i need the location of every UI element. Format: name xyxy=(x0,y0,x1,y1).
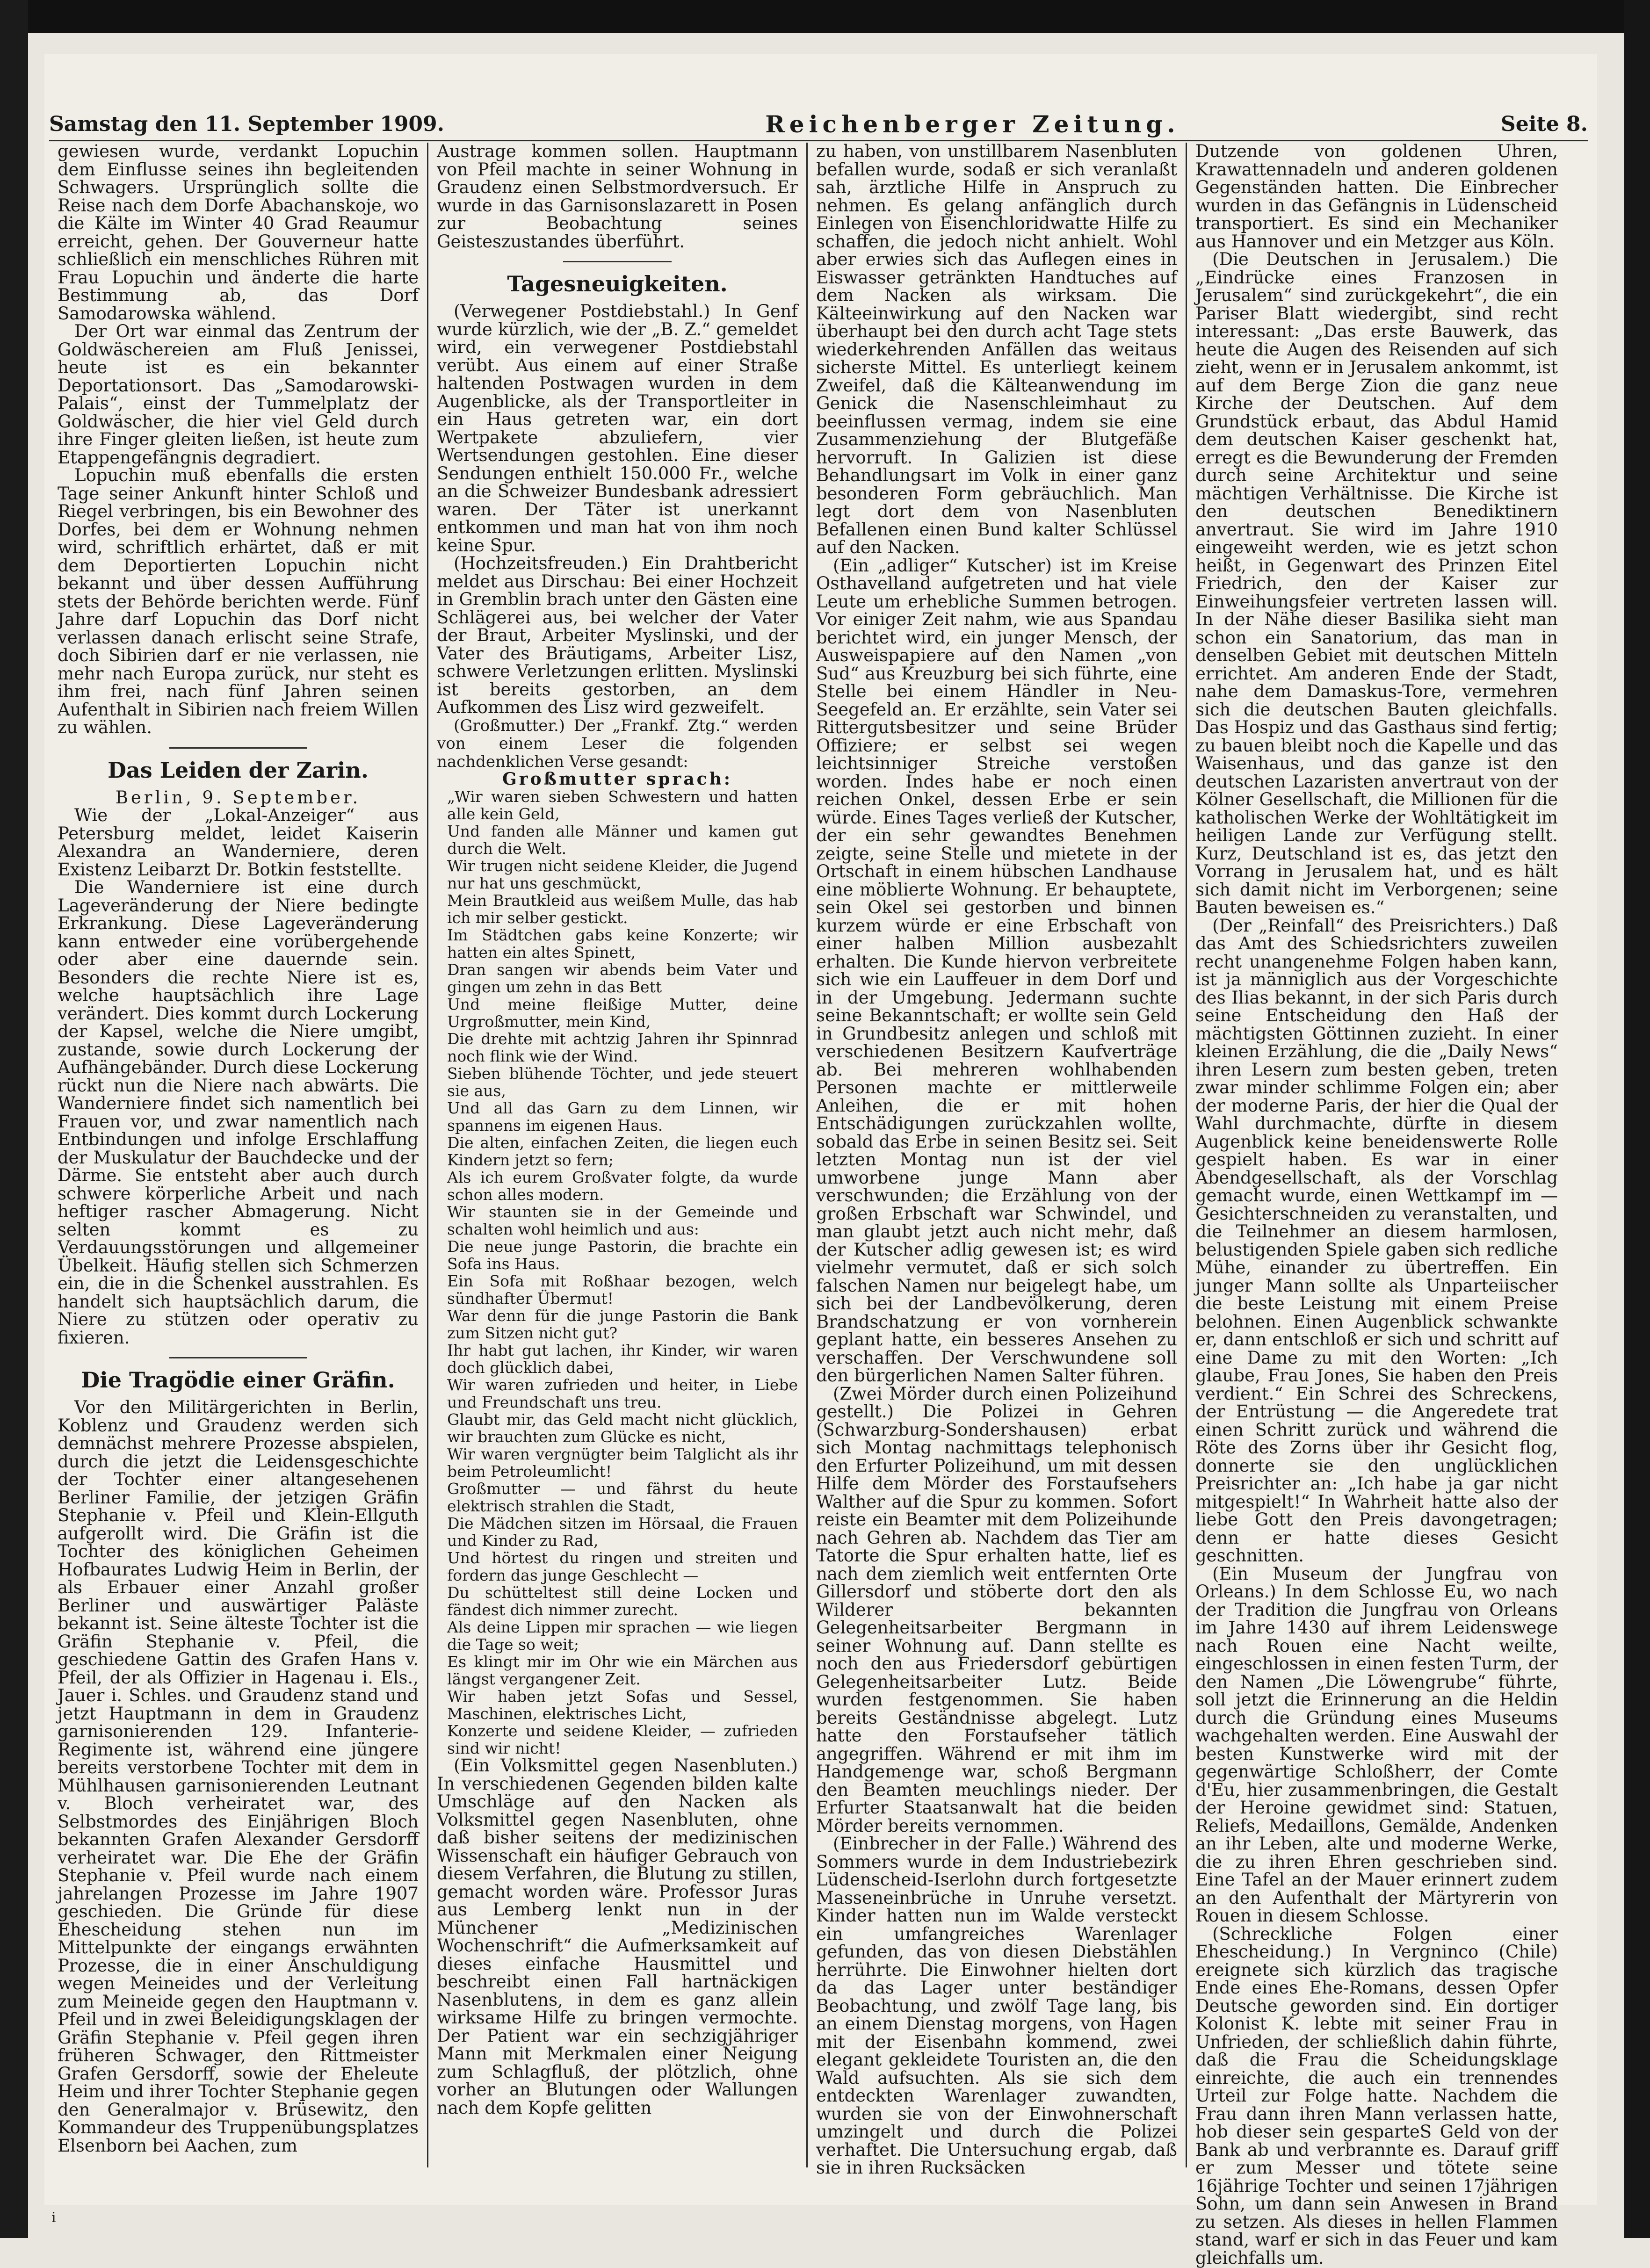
page-number: Seite 8. xyxy=(1500,112,1588,136)
poem-line: Und meine fleißige Mutter, deine Urgroßmutter, mein Kind, xyxy=(447,995,798,1031)
headline-graefin: Die Tragödie einer Gräfin. xyxy=(81,1367,395,1393)
news-deutschen-in-jerusalem: (Die Deutschen in Jerusalem.) Die „Eindrücke eines Franzosen in Jerusalem“ sind zurückgekehrt“, die ein Pariser Blatt wiedergibt, sind recht interessant: „Das erste Bauwerk, das heute die Augen des Reisenden auf sich zieht, wenn er in Jerusalem ankommt, ist auf dem Berge Zion die ganz neue Kirche der Deutschen. Auf dem Grundstück erbaut, das Abdul Hamid dem deutschen Kaiser geschenkt hat, erregt es die Bewunderung der Fremden durch seine Architektur und seine mächtigen Verhältnisse. Die Kirche ist den deutschen Benediktinern anvertraut. Sie wird im Jahre 1910 eingeweiht werden, wie es jetzt schon heißt, in Gegenwart des Prinzen Eitel Friedrich, den der Kaiser zur Einweihungsfeier vertreten lassen will. In der Nähe dieser Basilika sieht man schon ein Sanatorium, das man in denselben Gebiet mit deutschen Mitteln errichtet. Am anderen Ende der Stadt, nahe dem Damaskus-Tore, vermehren sich die deutschen Bauten gleichfalls. Das Hospiz und das Gasthaus sind fertig; zu bauen bleibt noch die Kapelle und das Waisenhaus, und das ganze ist den deutschen Lazaristen anvertraut von der Kölner Gesellschaft, die Millionen für die katholischen Werke der Wohltätigkeit im heiligen Lande zur Verfügung stellt. Kurz, Deutschland ist es, das jetzt den Vorrang in Jerusalem hat, und es hält sich damit nicht im Verborgenen; seine Bauten beweisen es.“ xyxy=(1195,249,1558,917)
scan-border-top xyxy=(0,0,1650,33)
dateline-berlin: Berlin, 9. September. xyxy=(115,787,361,808)
graefin-paragraph-continued: Austrage kommen sollen. Hauptmann von Pfeil machte in seiner Wohnung in Graudenz einen Selbstmordversuch. Er wurde in das Garnisonslazarett in Posen zur Beobachtung seines Geisteszustandes überführt. xyxy=(437,141,798,252)
news-einbrecher: (Einbrecher in der Falle.) Während des Sommers wurde in dem Industriebezirk Lüdenscheid-Iserlohn durch fortgesetzte Masseneinbrüche in Unruhe versetzt. Kinder hatten nun im Walde versteckt ein umfangreiches Warenlager gefunden, das von diesen Diebstählen herrührte. Die Einwohner hielten dort da das Lager unter beständiger Beobachtung, und zwölf Tage lang, bis an einem Dienstag morgens, von Hagen mit der Eisenbahn kommend, zwei elegant gekleidete Touristen an, die den Wald aufsuchten. Als sie sich dem entdeckten Warenlager zuwandten, wurden sie von der Einwohnerschaft umzingelt und durch die Polizei verhaftet. Die Untersuchung ergab, daß sie in ihren Rucksäcken xyxy=(816,1834,1177,2178)
news-reinfall-preisrichter: (Der „Reinfall“ des Preisrichters.) Daß das Amt des Schiedsrichters zuweilen recht unangenehme Folgen haben kann, ist ja männiglich aus der Vorgeschichte des Ilias bekannt, in der sich Paris durch seine Entscheidung den Haß der mächtigsten Göttinnen zuzieht. In einer kleinen Erzählung, die die „Daily News“ ihren Lesern zum besten geben, treten zwar minder schlimme Folgen ein; aber der moderne Paris, der hier die Qual der Wahl durchmachte, dürfte in diesem Augenblick keine beneidenswerte Rolle gespielt haben. Es war in einer Abendgesellschaft, als der Vorschlag gemacht wurde, einen Wettkampf im — Gesichterschneiden zu veranstalten, und die Teilnehmer an diesem harmlosen, belustigenden Spiele gaben sich redliche Mühe, einander zu übertreffen. Ein junger Mann sollte als Unparteiischer die beste Leistung mit einem Preise belohnen. Einen Augenblick schwankte er, dann entschloß er sich und schritt auf eine Dame zu mit den Worten: „Ich glaube, Frau Jones, Sie haben den Preis verdient.“ Ein Schrei des Schreckens, der Entrüstung — die Angeredete trat einen Schritt zurück und während die Röte des Zorns über ihr Gesicht flog, donnerte sie den unglücklichen Preisrichter an: „Ich habe ja gar nicht mitgespielt!“ In Wahrheit hatte also der liebe Gott den Preis davongetragen; denn er hatte dieses Gesicht geschnitten. xyxy=(1195,915,1558,1566)
printer-mark: i xyxy=(51,2210,56,2226)
column-4 xyxy=(1187,141,1566,2268)
column-3 xyxy=(808,141,1187,2178)
scan-border-right xyxy=(1624,0,1650,2238)
poem-line: Im Städtchen gabs keine Konzerte; wir hatten ein altes Spinett, xyxy=(447,926,798,961)
lopuchin-paragraph-1: gewiesen wurde, verdankt Lopuchin dem Einflusse seines ihn begleitenden Schwagers. Ursprünglich sollte die Reise nach dem Dorfe Abachanskoje, wo die Kälte im Winter 40 Grad Reaumur erreicht, gehen. Der Gouverneur hatte schließlich ein menschliches Rühren mit Frau Lopuchin und änderte die harte Bestimmung ab, das Dorf Samodarowska wählend. xyxy=(58,141,419,324)
poem-line: Als deine Lippen mir sprachen — wie liegen die Tage so weit; xyxy=(447,1618,798,1654)
newspaper-title: Reichenberger Zeitung. xyxy=(765,110,1180,138)
zarin-paragraph-2: Die Wanderniere ist eine durch Lageveränderung der Niere bedingte Erkrankung. Diese Lageveränderung kann entweder eine vorübergehende oder aber eine dauernde sein. Besonders die rechte Niere ist es, welche hauptsächlich ihre Lage verändert. Dies kommt durch Lockerung der Kapsel, welche die Niere umgibt, zustande, sowie durch Lockerung der Aufhängebänder. Durch diese Lockerung rückt nun die Niere nach abwärts. Die Wanderniere findet sich namentlich bei Frauen vor, und zwar namentlich nach Entbindungen und infolge Erschlaffung der Muskulatur der Bauchdecke und der Därme. Sie entsteht aber auch durch schwere körperliche Arbeit und nach heftiger rascher Abmagerung. Nicht selten kommt es zu Verdauungsstörungen und allgemeiner Übelkeit. Häufig stellen sich Schmerzen ein, die in die Schenkel ausstrahlen. Es handelt sich hauptsächlich darum, die Niere zu stützen oder operativ zu fixieren. xyxy=(58,877,419,1348)
news-grossmutter-intro: (Großmutter.) Der „Frankf. Ztg.“ werden von einem Leser die folgenden nachdenklichen Verse gesandt: xyxy=(437,716,798,771)
issue-date: Samstag den 11. September 1909. xyxy=(49,112,444,136)
poem-line: Dran sangen wir abends beim Vater und gingen um zehn in das Bett xyxy=(447,961,798,996)
zarin-paragraph-1: Wie der „Lokal-Anzeiger“ aus Petersburg meldet, leidet Kaiserin Alexandra an Wanderniere, deren Existenz Leibarzt Dr. Botkin feststellte. xyxy=(58,805,419,880)
poem-line: Großmutter — und fährst du heute elektrisch strahlen die Stadt, xyxy=(447,1480,798,1515)
poem-grossmutter xyxy=(437,771,798,1757)
lopuchin-paragraph-3: Lopuchin muß ebenfalls die ersten Tage seiner Ankunft hinter Schloß und Riegel verbringen, bis ein Bewohner des Dorfes, bei dem er Wohnung nehmen wird, schriftlich erhärtet, daß er mit dem Deportierten Lopuchin nicht bekannt und über dessen Aufführung stets der Behörde berichten werde. Fünf Jahre darf Lopuchin das Dorf nicht verlassen danach erlischt seine Strafe, doch Sibirien darf er nie verlassen, nie mehr nach Europa zurück, nur steht es ihm frei, nach fünf Jahren seinen Aufenthalt in Sibirien nach freiem Willen zu wählen. xyxy=(58,465,419,737)
news-nasenbluten-continued: zu haben, von unstillbarem Nasenbluten befallen wurde, sodaß er sich veranlaßt sah, ärztliche Hilfe in Anspruch zu nehmen. Es gelang anfänglich durch Einlegen von Eisenchloridwatte Hilfe zu schaffen, die jedoch nicht anhielt. Wohl aber erwies sich das Auflegen eines in Eiswasser getränkten Handtuches auf dem Nacken als wirksam. Die Kälteeinwirkung auf den Nacken war überhaupt bei den durch acht Tage stets wiederkehrenden Anfällen das weitaus sicherste Mittel. Es unterliegt keinem Zweifel, daß die Kälteanwendung im Genick die Nasenschleimhaut zu beeinflussen vermag, indem sie eine Zusammenziehung der Blutgefäße hervorruft. In Galizien ist diese Behandlungsart im Volk in einer ganz besonderen Form gebräuchlich. Man legt dort dem von Nasenbluten Befallenen einen Bund kalter Schlüssel auf den Nacken. xyxy=(816,141,1177,557)
poem-line: Die drehte mit achtzig Jahren ihr Spinnrad noch flink wie der Wind. xyxy=(447,1030,798,1065)
scan-border-left xyxy=(0,0,28,2238)
poem-line: Und all das Garn zu dem Linnen, wir spannens im eigenen Haus. xyxy=(447,1099,798,1134)
poem-line: Es klingt mir im Ohr wie ein Märchen aus längst vergangener Zeit. xyxy=(447,1653,798,1688)
news-adliger-kutscher: (Ein „adliger“ Kutscher) ist im Kreise Osthavelland aufgetreten und hat viele Leute um erhebliche Summen betrogen. Vor einiger Zeit nahm, wie aus Spandau berichtet wird, ein junger Mensch, der Ausweispapiere auf den Namen „von Sud“ aus Kreuzburg bei sich führte, eine Stelle bei einem Händler in Neu-Seegefeld an. Er erzählte, sein Vater sei Rittergutsbesitzer und seine Brüder Offiziere; er selbst sei wegen leichtsinniger Streiche verstoßen worden. Indes habe er noch einen reichen Onkel, dessen Erbe er sein würde. Eines Tages verließ der Kutscher, der ein sehr gewandtes Benehmen zeigte, seine Stelle und mietete in der Ortschaft in einem hübschen Landhause eine möblierte Wohnung. Er behauptete, sein Okel sei gestorben und binnen kurzem würde er eine Erbschaft von einer halben Million ausbezahlt erhalten. Die Kunde hiervon verbreitete sich wie ein Lauffeuer in dem Dorf und in der Umgebung. Jedermann suchte seine Bekanntschaft; er wollte sein Geld in Grundbesitz anlegen und schloß mit verschiedenen Besitzern Kaufverträge ab. Bei mehreren wohlhabenden Personen machte er mittlerweile Anleihen, die er mit hohen Entschädigungen zurückzahlen wollte, sobald das Erbe in seinen Besitz sei. Seit letzten Montag nun ist der viel umworbene junge Mann aber verschwunden; die Erzählung von der großen Erbschaft war Schwindel, und man glaubt jetzt auch nicht mehr, daß der Kutscher adlig gewesen ist; es wird vielmehr vermutet, daß er sich solch falschen Namen nur beigelegt habe, um sich bei der Landbevölkerung, deren Brandschatzung er von vornherein geplant hatte, ein besseres Ansehen zu verschaffen. Der Verschwundene soll den bürgerlichen Namen Salter führen. xyxy=(816,555,1177,1386)
poem-line: Als ich eurem Großvater folgte, da wurde schon alles modern. xyxy=(447,1168,798,1204)
news-museum-jungfrau: (Ein Museum der Jungfrau von Orleans.) In dem Schlosse Eu, wo nach der Tradition die Jungfrau von Orleans im Jahre 1430 auf ihrem Leidenswege nach Rouen eine Nacht weilte, eingeschlossen in einen festen Turm, der den Namen „Die Löwengrube“ führte, soll jetzt die Erinnerung an die Heldin durch die Gründung eines Museums wachgehalten werden. Eine Auswahl der besten Kunstwerke wird mit der gegenwärtige Schloßherr, der Comte d'Eu, hier zusammenbringen, die Gestalt der Heroine gewidmet sind: Statuen, Reliefs, Medaillons, Gemälde, Andenken an ihr Leben, alte und moderne Werke, die zu ihren Ehren geschrieben sind. Eine Tafel an der Mauer erinnert zudem an den Aufenthalt der Märtyrerin von Rouen in diesem Schlosse. xyxy=(1195,1563,1558,1926)
poem-line: Du schütteltest still deine Locken und fändest dich nimmer zurecht. xyxy=(447,1583,798,1619)
poem-line: Mein Brautkleid aus weißem Mulle, das hab ich mir selber gestickt. xyxy=(447,891,798,927)
divider xyxy=(169,1357,306,1358)
poem-line: Konzerte und seidene Kleider, — zufrieden sind wir nicht! xyxy=(447,1722,798,1757)
poem-line: Und hörtest du ringen und streiten und fordern das junge Geschlecht — xyxy=(447,1549,798,1584)
graefin-paragraph: Vor den Militärgerichten in Berlin, Koblenz und Graudenz werden sich demnächst mehrere Prozesse abspielen, durch die jetzt die Leidensgeschichte der Tochter einer altangesehenen Berliner Familie, der jetzigen Gräfin Stephanie v. Pfeil und Klein-Ellguth aufgerollt wird. Die Gräfin ist die Tochter des königlichen Geheimen Hofbaurates Ludwig Heim in Berlin, der als Erbauer einer Anzahl großer Berliner und auswärtiger Paläste bekannt ist. Seine älteste Tochter ist die Gräfin Stephanie v. Pfeil, die geschiedene Gattin des Grafen Hans v. Pfeil, der als Offizier in Hagenau i. Els., Jauer i. Schles. und Graudenz stand und jetzt Hauptmann in dem in Graudenz garnisonierenden 129. Infanterie-Regimente ist, während eine jüngere bereits verstorbene Tochter mit dem in Mühlhausen garnisonierenden Leutnant v. Bloch verheiratet war, des Selbstmordes des Einjährigen Bloch bekannten Grafen Alexander Gersdorff verheiratet war. Die Ehe der Gräfin Stephanie v. Pfeil wurde nach einem jahrelangen Prozesse im Jahre 1907 geschieden. Die Gründe für diese Ehescheidung stehen nun im Mittelpunkte der eingangs erwähnten Prozesse, die in einer Anschuldigung wegen Meineides und der Verleitung zum Meineide gegen den Hauptmann v. Pfeil und in zwei Beleidigungsklagen der Gräfin Stephanie v. Pfeil gegen ihren früheren Schwager, den Rittmeister Grafen Gersdorff, sowie der Eheleute Heim und ihrer Tochter Stephanie gegen den Generalmajor v. Brüsewitz, den Kommandeur des Truppenübungsplatzes Elsenborn bei Aachen, zum xyxy=(58,1397,419,2156)
lopuchin-paragraph-2: Der Ort war einmal das Zentrum der Goldwäschereien am Fluß Jenissei, heute ist es ein bekannter Deportationsort. Das „Samodarowski-Palais“, einst der Tummelplatz der Goldwäscher, die hier viel Geld durch ihre Finger gleiten ließen, ist heute zum Etappengefängnis degradiert. xyxy=(58,321,419,468)
news-einbrecher-continued: Dutzende von goldenen Uhren, Krawattennadeln und anderen goldenen Gegenständen hatten. Die Einbrecher wurden in das Gefängnis in Lüdenscheid transportiert. Es sind ein Mechaniker aus Hannover und ein Metzger aus Köln. xyxy=(1195,141,1558,252)
news-nasenbluten: (Ein Volksmittel gegen Nasenbluten.) In verschiedenen Gegenden bilden kalte Umschläge auf den Nacken als Volksmittel gegen Nasenbluten, ohne daß bisher seitens der medizinischen Wissenschaft ein häufiger Gebrauch von diesem Verfahren, die Blutung zu stillen, gemacht worden wäre. Professor Juras aus Lemberg lenkt nun in der Münchener „Medizinischen Wochenschrift“ die Aufmerksamkeit auf dieses einfache Hausmittel und beschreibt einen Fall hartnäckigen Nasenblutens, in dem es ganz allein wirksame Hilfe zu bringen vermochte. Der Patient war ein sechzigjähriger Mann mit Merkmalen einer Neigung zum Schlagfluß, der plötzlich, ohne vorher an Blutungen oder Wallungen nach dem Kopfe gelitten xyxy=(437,1755,798,2118)
poem-line: Ein Sofa mit Roßhaar bezogen, welch sündhafter Übermut! xyxy=(447,1272,798,1307)
poem-line: Ihr habt gut lachen, ihr Kinder, wir waren doch glücklich dabei, xyxy=(447,1341,798,1377)
poem-title: Großmutter sprach: xyxy=(502,769,733,789)
news-hochzeitsfreuden: (Hochzeitsfreuden.) Ein Drahtbericht meldet aus Dirschau: Bei einer Hochzeit in Gremblin brach unter den Gästen eine Schlägerei aus, bei welcher der Vater der Braut, Arbeiter Myslinski, und der Vater des Bräutigams, Arbeiter Lisz, schwere Verletzungen erlitten. Myslinski ist bereits gestorben, an dem Aufkommen des Lisz wird gezweifelt. xyxy=(437,553,798,717)
column-2 xyxy=(428,143,808,2167)
poem-line: „Wir waren sieben Schwestern und hatten alle kein Geld, xyxy=(447,787,798,823)
poem-line: Wir trugen nicht seidene Kleider, die Jugend nur hat uns geschmückt, xyxy=(447,857,798,892)
poem-line: Die neue junge Pastorin, die brachte ein Sofa ins Haus. xyxy=(447,1237,798,1273)
poem-line: Wir staunten sie in der Gemeinde und schalten wohl heimlich und aus: xyxy=(447,1203,798,1238)
article-columns xyxy=(49,141,1588,2268)
section-headline-tagesneuigkeiten: Tagesneuigkeiten. xyxy=(507,271,728,296)
poem-line: Wir haben jetzt Sofas und Sessel, Maschinen, elektrisches Licht, xyxy=(447,1687,798,1723)
news-zwei-moerder: (Zwei Mörder durch einen Polizeihund gestellt.) Die Polizei in Gehren (Schwarzburg-Sondershausen) erbat sich Montag nachmittags telephonisch den Erfurter Polizeihund, um mit dessen Hilfe dem Mörder des Forstaufsehers Walther auf die Spur zu kommen. Sofort reiste ein Beamter mit dem Polizeihunde nach Gehren ab. Nachdem das Tier am Tatorte die Spur erhalten hatte, lief es nach dem ziemlich weit entfernten Orte Gillersdorf und stöberte dort den als Wilderer bekannten Gelegenheitsarbeiter Bergmann in seiner Wohnung auf. Dann stellte es noch den aus Friedersdorf gebürtigen Gelegenheitsarbeiter Lutz. Beide wurden festgenommen. Sie haben bereits Geständnisse abgelegt. Lutz hatte den Forstaufseher tätlich angegriffen. Während er mit ihm im Handgemenge war, schoß Bergmann den Beamten meuchlings nieder. Der Erfurter Staatsanwalt hat die beiden Mörder bereits vernommen. xyxy=(816,1383,1177,1836)
poem-line: Wir waren vergnügter beim Talglicht als ihr beim Petroleumlicht! xyxy=(447,1445,798,1481)
news-postdiebstahl: (Verwegener Postdiebstahl.) In Genf wurde kürzlich, wie der „B. Z.“ gemeldet wird, ein verwegener Postdiebstahl verübt. Aus einem auf einer Straße haltenden Postwagen wurden in dem Augenblicke, als der Transportleiter in ein Haus getreten war, ein dort Wertpakete abzuliefern, vier Wertsendungen gestohlen. Eine dieser Sendungen enthielt 150.000 Fr., welche an die Schweizer Bundesbank adressiert waren. Der Täter ist unerkannt entkommen und man hat von ihm noch keine Spur. xyxy=(437,301,798,556)
poem-line: Glaubt mir, das Geld macht nicht glücklich, wir brauchten zum Glücke es nicht, xyxy=(447,1410,798,1446)
page-header xyxy=(49,108,1588,142)
divider xyxy=(563,261,672,262)
poem-line: Wir waren zufrieden und heiter, in Liebe und Freundschaft uns treu. xyxy=(447,1376,798,1411)
news-ehescheidung: (Schreckliche Folgen einer Ehescheidung.) In Vergninco (Chile) ereignete sich kürzlich das tragische Ende eines Ehe-Romans, dessen Opfer Deutsche geworden sind. Ein dortiger Kolonist K. lebte mit seiner Frau in Unfrieden, der schließlich dahin führte, daß die Frau die Scheidungsklage einreichte, die auch ein trennendes Urteil zur Folge hatte. Nachdem die Frau dann ihren Mann verlassen hatte, hob dieser sein gesparteS Geld von der Bank ab und verbrannte es. Darauf griff er zum Messer und tötete seine 16jährige Tochter und seinen 17jährigen Sohn, um dann sein Anwesen in Brand zu setzen. Als dieses in hellen Flammen stand, warf er sich in das Feuer und kam gleichfalls um. xyxy=(1195,1923,1558,2268)
poem-line: Die Mädchen sitzen im Hörsaal, die Frauen und Kinder zu Rad, xyxy=(447,1514,798,1550)
poem-line: War denn für die junge Pastorin die Bank zum Sitzen nicht gut? xyxy=(447,1307,798,1342)
headline-zarin: Das Leiden der Zarin. xyxy=(108,757,369,783)
poem-line: Die alten, einfachen Zeiten, die liegen euch Kindern jetzt so fern; xyxy=(447,1134,798,1169)
poem-line: Sieben blühende Töchter, und jede steuert sie aus, xyxy=(447,1064,798,1100)
divider xyxy=(169,747,306,749)
poem-line: Und fanden alle Männer und kamen gut durch die Welt. xyxy=(447,822,798,858)
column-1 xyxy=(49,143,428,2167)
